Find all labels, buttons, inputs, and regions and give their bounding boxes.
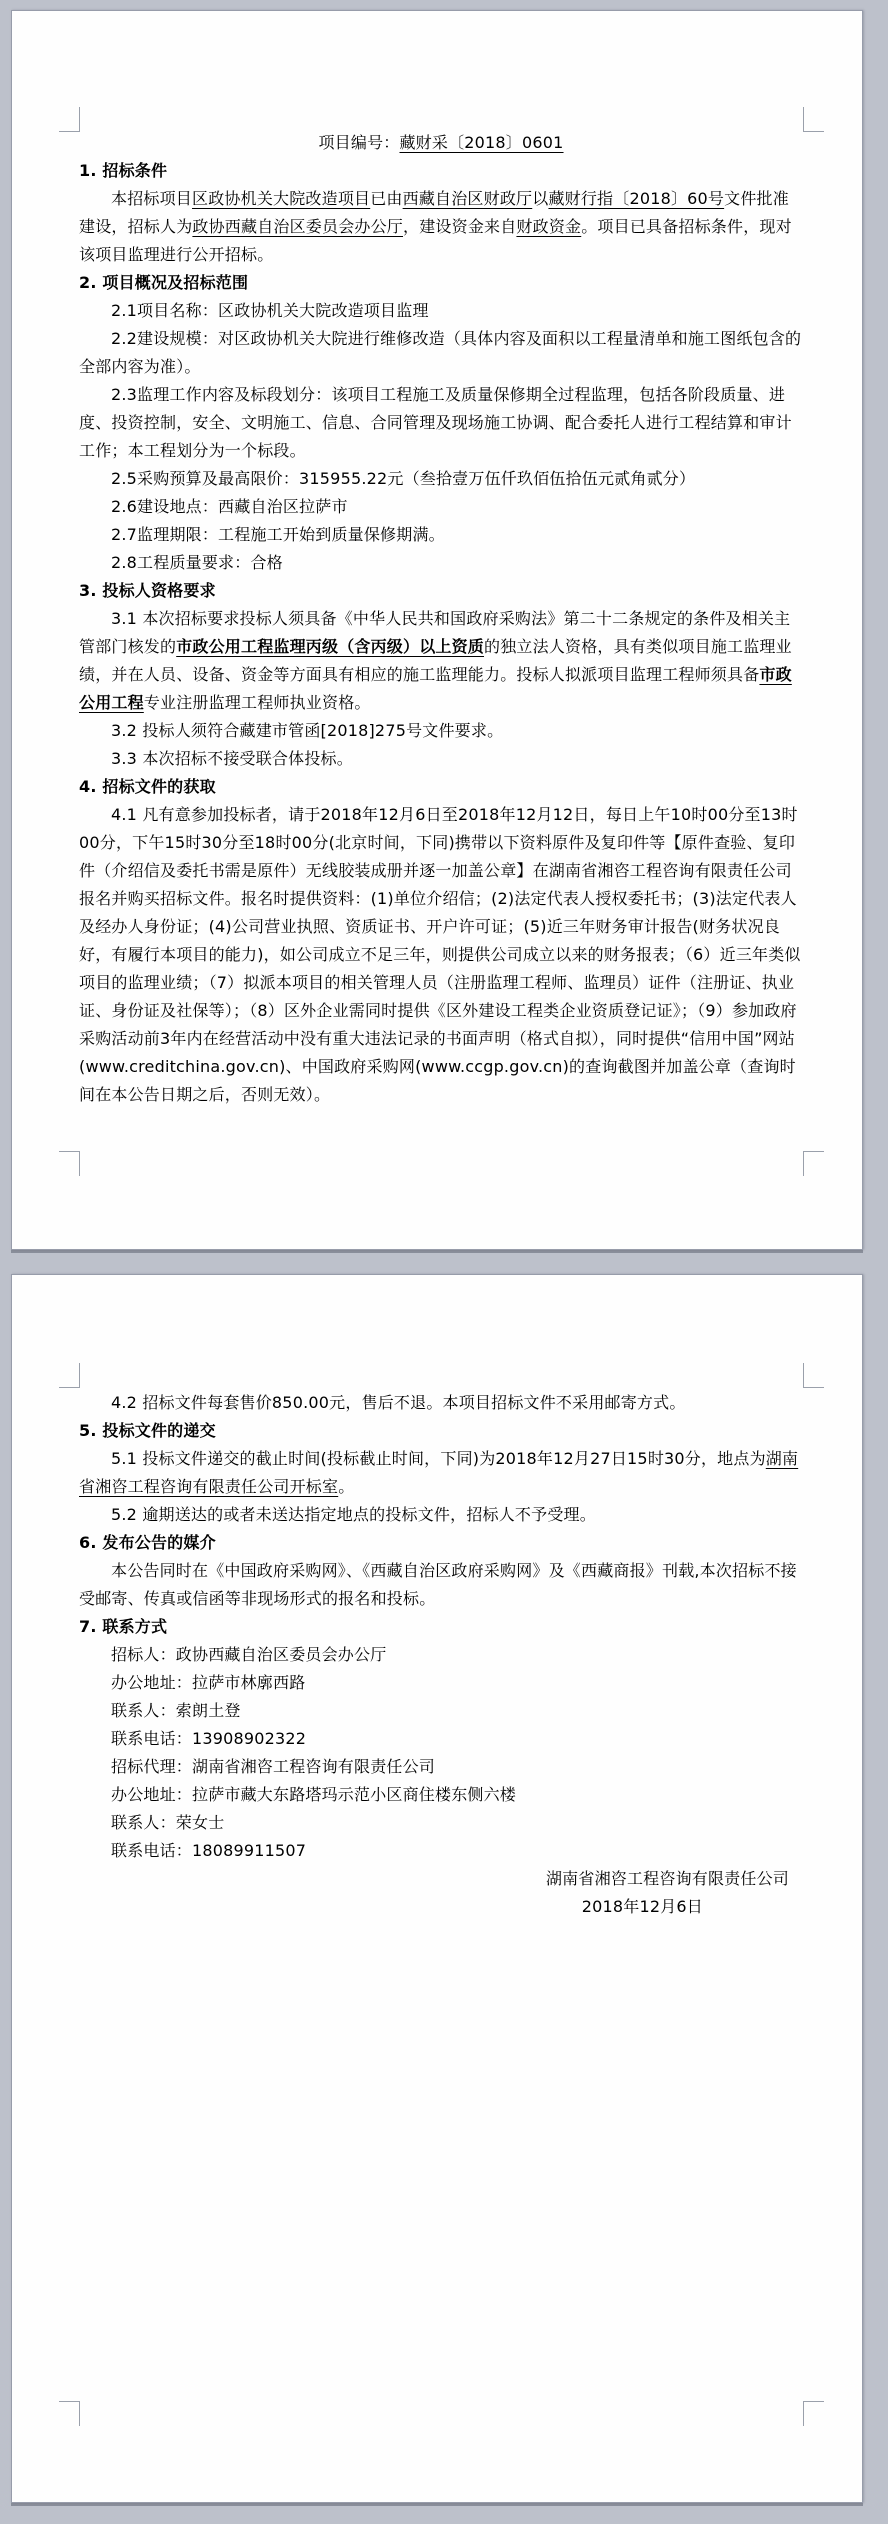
paragraph [79, 1697, 803, 1725]
text-run: ，建设资金来自 [403, 217, 517, 236]
text-run: 5. 投标文件的递交 [79, 1421, 216, 1440]
emphasized-text-run: 政协西藏自治区委员会办公厅 [192, 217, 404, 236]
text-run: 2.6建设地点：西藏自治区拉萨市 [111, 497, 348, 516]
text-run: 办公地址：拉萨市藏大东路塔玛示范小区商住楼东侧六楼 [111, 1785, 517, 1804]
paragraph [79, 549, 803, 577]
text-run: 以 [532, 189, 549, 208]
text-run: 专业注册监理工程师执业资格。 [143, 693, 371, 712]
paragraph [79, 129, 803, 157]
text-run: 。项目已具备招标条件，现对该项目监理进行公开招标。 [79, 217, 792, 264]
paragraph [79, 1809, 803, 1837]
text-run: 本公告同时在《中国政府采购网》、《西藏自治区政府采购网》及《西藏商报》刊载,本次招标不接受邮寄、传真或信函等非现场形式的报名和投标。 [79, 1561, 797, 1608]
paragraph [79, 1837, 803, 1865]
text-boundary-mark-top-right [803, 1363, 824, 1388]
text-run: 已由 [370, 189, 403, 208]
text-run: 2.2建设规模：对区政协机关大院进行维修改造（具体内容及面积以工程量清单和施工图纸包含的全部内容为准）。 [79, 329, 802, 376]
text-run: 1. 招标条件 [79, 161, 168, 180]
paragraph [79, 1781, 803, 1809]
section-heading [79, 577, 803, 605]
page-1-content [79, 11, 803, 1109]
section-heading [79, 1417, 803, 1445]
emphasized-text-run: 湖南省湘咨工程咨询有限责任公司开标室 [79, 1449, 799, 1496]
paragraph [79, 185, 803, 269]
emphasized-text-run: 西藏自治区财政厅 [402, 189, 533, 208]
paragraph [79, 521, 803, 549]
document-page-1[interactable] [11, 10, 863, 1250]
text-run: 办公地址：拉萨市林廓西路 [111, 1673, 306, 1692]
section-heading [79, 773, 803, 801]
text-run: 项目编号： [318, 133, 400, 152]
paragraph [79, 801, 803, 1109]
paragraph [79, 381, 803, 465]
emphasized-text-run: 财政资金 [516, 217, 582, 236]
text-run: 2018年12月6日 [581, 1897, 703, 1916]
text-boundary-mark-bottom-right [803, 2401, 824, 2426]
paragraph [79, 1753, 803, 1781]
paragraph [79, 1501, 803, 1529]
paragraph [79, 325, 803, 381]
text-run: 2.8工程质量要求：合格 [111, 553, 283, 572]
paragraph [79, 1389, 803, 1417]
paragraph [79, 493, 803, 521]
paragraph [79, 1725, 803, 1753]
paragraph [79, 1669, 803, 1697]
document-page-2[interactable] [11, 1274, 863, 2503]
text-run: 本招标项目 [111, 189, 193, 208]
text-boundary-mark-bottom-left [59, 1151, 80, 1176]
paragraph [79, 297, 803, 325]
text-run: 联系电话：13908902322 [111, 1729, 307, 1748]
text-run: 。 [338, 1477, 355, 1496]
text-run: 湖南省湘咨工程咨询有限责任公司 [545, 1869, 789, 1888]
text-run: 5.1 投标文件递交的截止时间(投标截止时间，下同)为2018年12月27日15时30分，地点为 [111, 1449, 766, 1468]
text-run: 联系人：索朗土登 [111, 1701, 241, 1720]
text-boundary-mark-bottom-right [803, 1151, 824, 1176]
text-run: 3.1 本次招标要求投标人须具备《中华人民共和国政府采购法》第二十二条规定的条件及相关主管部门核发的 [79, 609, 791, 656]
text-run: 5.2 逾期送达的或者未送达指定地点的投标文件，招标人不予受理。 [111, 1505, 596, 1524]
text-run: 招标人：政协西藏自治区委员会办公厅 [111, 1645, 387, 1664]
text-run: 2. 项目概况及招标范围 [79, 273, 249, 292]
text-run: 3.3 本次招标不接受联合体投标。 [111, 749, 353, 768]
text-run: 4. 招标文件的获取 [79, 777, 216, 796]
text-run: 联系人：荣女士 [111, 1813, 225, 1832]
text-run: 4.2 招标文件每套售价850.00元，售后不退。本项目招标文件不采用邮寄方式。 [111, 1393, 686, 1412]
text-boundary-mark-top-left [59, 1363, 80, 1388]
text-boundary-mark-top-left [59, 107, 80, 132]
paragraph [79, 1445, 803, 1501]
text-boundary-mark-top-right [803, 107, 824, 132]
text-run: 招标代理：湖南省湘咨工程咨询有限责任公司 [111, 1757, 436, 1776]
text-run: 联系电话：18089911507 [111, 1841, 307, 1860]
section-heading [79, 1529, 803, 1557]
paragraph [79, 717, 803, 745]
text-boundary-mark-bottom-left [59, 2401, 80, 2426]
paragraph [79, 605, 803, 717]
text-run: 2.3监理工作内容及标段划分：该项目工程施工及质量保修期全过程监理，包括各阶段质量、进度、投资控制，安全、文明施工、信息、合同管理及现场施工协调、配合委托人进行工程结算和审计工作；本工程划分为一个标段。 [79, 385, 792, 460]
text-run: 的独立法人资格，具有类似项目施工监理业绩，并在人员、设备、资金等方面具有相应的施工监理能力。投标人拟派项目监理工程师须具备 [79, 637, 792, 684]
text-run: 2.5采购预算及最高限价：315955.22元（叁拾壹万伍仟玖佰伍拾伍元贰角贰分） [111, 469, 696, 488]
text-run: 4.1 凡有意参加投标者，请于2018年12月6日至2018年12月12日，每日上午10时00分至13时00分，下午15时30分至18时00分(北京时间，下同)携带以下资料原件及复印件等【原件查验、复印件（介绍信及委托书需是原件）无线胶装成册并逐一加盖公章】在湖南省湘咨工程咨询有限责任公司报名并购买招标文件。报名时提供资料：(1)单位介绍信；(2)法定代表人授权委托书；(3)法定代表人及经办人身份证；(4)公司营业执照、资质证书、开户许可证；(5)近三年财务审计报告(财务状况良好，有履行本项目的能力)，如公司成立不足三年，则提供公司成立以来的财务报表；（6）近三年类似项目的监理业绩；（7）拟派本项目的相关管理人员（注册监理工程师、监理员）证件（注册证、执业证、身份证及社保等）；（8）区外企业需同时提供《区外建设工程类企业资质登记证》；（9）参加政府采购活动前3年内在经营活动中没有重大违法记录的书面声明（格式自拟），同时提供“信用中国”网站(www.creditchina.gov.cn)、中国政府采购网(www.ccgp.gov.cn)的查询截图并加盖公章（查询时间在本公告日期之后，否则无效）。 [79, 805, 801, 1104]
paragraph [79, 1557, 803, 1613]
emphasized-text-run: 市政公用工程 [79, 665, 792, 712]
text-run: 6. 发布公告的媒介 [79, 1533, 216, 1552]
text-run: 3. 投标人资格要求 [79, 581, 216, 600]
paragraph [79, 465, 803, 493]
emphasized-text-run: 藏财行指〔2018〕60号 [548, 189, 725, 208]
text-run: 7. 联系方式 [79, 1617, 168, 1636]
section-heading [79, 1613, 803, 1641]
text-run: 2.7监理期限：工程施工开始到质量保修期满。 [111, 525, 445, 544]
emphasized-text-run: 市政公用工程监理丙级（含丙级）以上资质 [176, 637, 485, 656]
emphasized-text-run: 区政协机关大院改造项目 [192, 189, 371, 208]
text-run: 文件批准建设，招标人为 [79, 189, 789, 236]
text-run: 2.1项目名称：区政协机关大院改造项目监理 [111, 301, 429, 320]
signature-company [79, 1865, 803, 1893]
paragraph [79, 745, 803, 773]
section-heading [79, 157, 803, 185]
paragraph [79, 1641, 803, 1669]
emphasized-text-run: 藏财采〔2018〕0601 [399, 133, 564, 152]
section-heading [79, 269, 803, 297]
page-2-content [79, 1275, 803, 1921]
text-run: 3.2 投标人须符合藏建市管函[2018]275号文件要求。 [111, 721, 504, 740]
signature-date [79, 1893, 803, 1921]
